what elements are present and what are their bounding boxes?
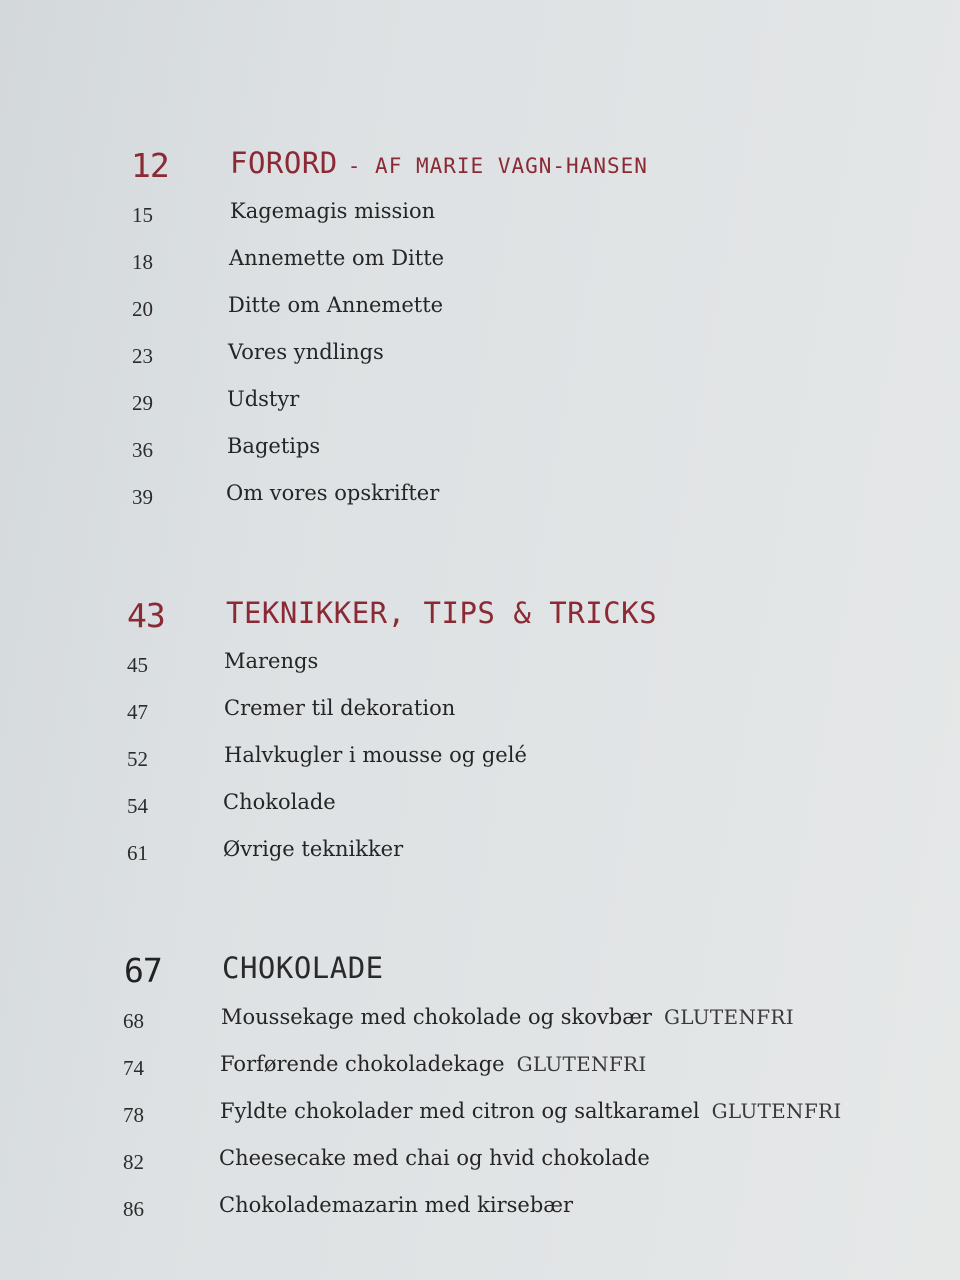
glutenfri-badge: GLUTENFRI xyxy=(663,1005,794,1029)
entry-page-number: 52 xyxy=(127,747,148,771)
entry-title: Cremer til dekoration xyxy=(224,696,456,720)
entry-title: Annemette om Ditte xyxy=(229,246,445,270)
entry-title-text: Forførende chokoladekage xyxy=(220,1052,505,1076)
entry-page-number: 23 xyxy=(132,344,153,368)
toc-entry xyxy=(132,199,960,250)
entry-title: Udstyr xyxy=(227,387,300,411)
section-page-number: 12 xyxy=(131,146,169,185)
entry-title: Vores yndlings xyxy=(228,340,384,364)
section-title: TEKNIKKER, TIPS & TRICKS xyxy=(226,596,658,630)
entry-title: Cheesecake med chai og hvid chokolade xyxy=(219,1146,650,1170)
section-entries xyxy=(127,649,960,888)
entry-page-number: 36 xyxy=(132,438,153,462)
entry-page-number: 78 xyxy=(123,1103,144,1127)
section-title-text: FORORD xyxy=(230,146,338,180)
section-entries xyxy=(132,199,960,532)
entry-title: Halvkugler i mousse og gelé xyxy=(224,743,527,767)
toc-entry xyxy=(132,434,960,485)
toc-entry xyxy=(123,1005,960,1056)
toc-section-teknikker xyxy=(0,596,960,891)
entry-page-number: 86 xyxy=(123,1197,144,1221)
section-entries xyxy=(123,1005,960,1244)
section-title xyxy=(230,146,648,180)
entry-title xyxy=(221,1005,794,1029)
toc-entry xyxy=(127,696,960,747)
entry-title: Kagemagis mission xyxy=(230,199,436,223)
entry-page-number: 54 xyxy=(127,794,148,818)
section-heading xyxy=(124,951,960,1011)
toc-entry xyxy=(127,649,960,700)
glutenfri-badge: GLUTENFRI xyxy=(711,1099,842,1123)
entry-title: Bagetips xyxy=(227,434,321,458)
entry-page-number: 47 xyxy=(127,700,148,724)
section-heading xyxy=(127,596,960,656)
entry-page-number: 15 xyxy=(132,203,153,227)
entry-page-number: 18 xyxy=(132,250,153,274)
section-subtitle: - AF MARIE VAGN-HANSEN xyxy=(347,154,648,178)
entry-page-number: 20 xyxy=(132,297,153,321)
toc-entry xyxy=(132,481,960,532)
entry-title: Ditte om Annemette xyxy=(228,293,444,317)
entry-page-number: 61 xyxy=(127,841,148,865)
entry-page-number: 39 xyxy=(132,485,153,509)
toc-entry xyxy=(123,1052,960,1103)
toc-entry xyxy=(132,293,960,344)
entry-title xyxy=(220,1052,647,1076)
entry-title: Marengs xyxy=(224,649,319,673)
toc-section-chokolade xyxy=(0,951,960,1246)
toc-entry xyxy=(127,743,960,794)
entry-page-number: 82 xyxy=(123,1150,144,1174)
entry-title: Chokolademazarin med kirsebær xyxy=(219,1193,574,1217)
toc-entry xyxy=(123,1099,960,1150)
entry-title: Øvrige teknikker xyxy=(223,837,404,861)
entry-page-number: 68 xyxy=(123,1009,144,1033)
toc-entry xyxy=(123,1193,960,1244)
entry-title-text: Fyldte chokolader med citron og saltkaramel xyxy=(220,1099,700,1123)
entry-title xyxy=(220,1099,842,1123)
entry-title: Chokolade xyxy=(223,790,336,814)
toc-entry xyxy=(132,340,960,391)
section-page-number: 43 xyxy=(127,596,165,635)
section-title: CHOKOLADE xyxy=(222,951,384,985)
toc-section-forord xyxy=(0,146,960,535)
entry-title: Om vores opskrifter xyxy=(226,481,440,505)
toc-entry xyxy=(132,387,960,438)
toc-entry xyxy=(132,246,960,297)
toc-entry xyxy=(127,790,960,841)
glutenfri-badge: GLUTENFRI xyxy=(516,1052,647,1076)
toc-entry xyxy=(123,1146,960,1197)
entry-page-number: 29 xyxy=(132,391,153,415)
toc-entry xyxy=(127,837,960,888)
entry-page-number: 74 xyxy=(123,1056,144,1080)
section-page-number: 67 xyxy=(124,951,162,990)
entry-title-text: Moussekage med chokolade og skovbær xyxy=(221,1005,652,1029)
section-heading xyxy=(131,146,960,206)
entry-page-number: 45 xyxy=(127,653,148,677)
